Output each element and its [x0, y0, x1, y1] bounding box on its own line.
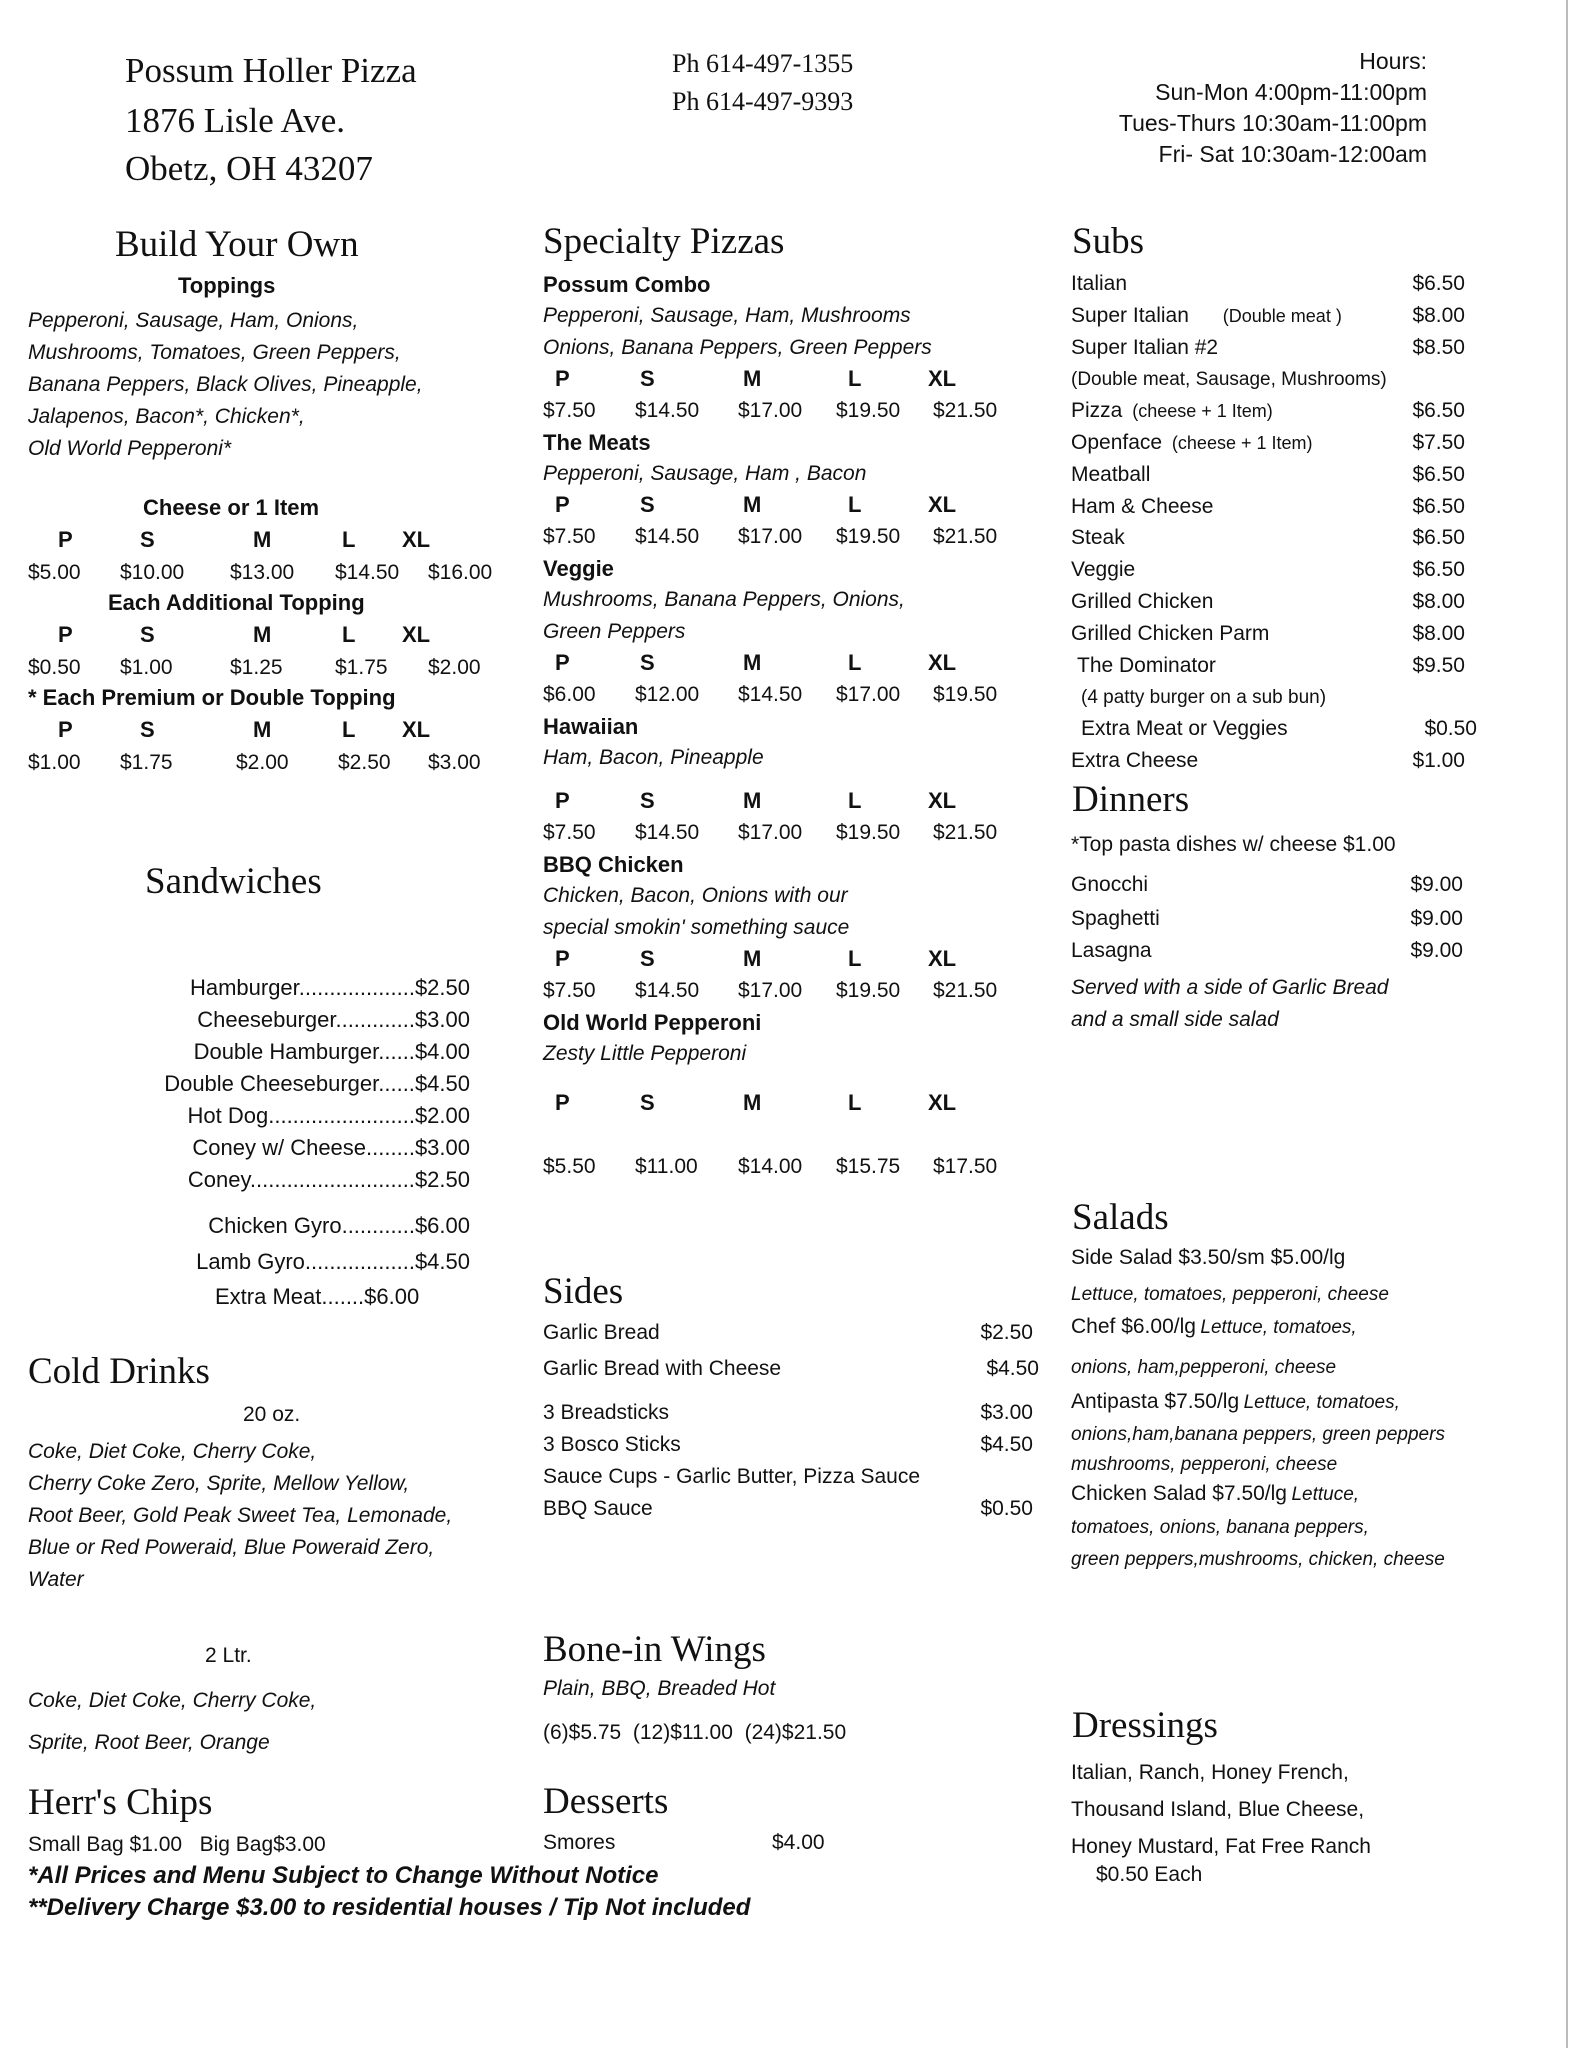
pizza-price: $14.50	[635, 821, 700, 844]
pizza-desc: Chicken, Bacon, Onions with our	[543, 884, 848, 907]
pizza-size: M	[743, 650, 762, 675]
pizza-size: L	[848, 1090, 862, 1115]
pizza-desc: Pepperoni, Sausage, Ham, Mushrooms	[543, 304, 911, 327]
pizza-price: $7.50	[543, 979, 596, 1002]
size-xl: XL	[402, 717, 431, 742]
size-p: P	[58, 717, 73, 742]
specialty-pizzas-title: Specialty Pizzas	[543, 221, 785, 262]
pizza-size-row	[543, 490, 1043, 520]
build-your-own-title: Build Your Own	[115, 224, 359, 265]
list-item: (4 patty burger on a sub bun)	[1081, 687, 1327, 709]
list-item: Ham & Cheese $6.50	[1071, 494, 1465, 518]
chips-title: Herr's Chips	[28, 1782, 213, 1823]
subs-title: Subs	[1072, 221, 1144, 262]
pizza-price: $7.50	[543, 525, 596, 548]
drinks-list-20oz: Coke, Diet Coke, Cherry Coke, Cherry Coke Zero, Sprite, Mellow Yellow, Root Beer, Gold Peak Sweet Tea, Lemonade, Blue or Red Poweraid, Blue Poweraid Zero, Water	[28, 1440, 453, 1591]
size-l: L	[342, 527, 356, 552]
price: $14.50	[335, 561, 400, 584]
chicken-salad: Chicken Salad $7.50/lg Lettuce,	[1071, 1482, 1360, 1505]
price: $2.50	[338, 751, 391, 774]
price-notice: *All Prices and Menu Subject to Change Without Notice	[28, 1862, 659, 1889]
price: $5.00	[28, 561, 81, 584]
pizza-size-row	[543, 1088, 1043, 1118]
pizza-price: $19.50	[836, 399, 901, 422]
salads-block	[1071, 1244, 1481, 1576]
wings-prices: (6)$5.75 (12)$11.00 (24)$21.50	[543, 1721, 847, 1744]
pizza-size: L	[848, 946, 862, 971]
side-salad-desc: Lettuce, tomatoes, pepperoni, cheese	[1071, 1284, 1389, 1305]
pizza-desc: Mushrooms, Banana Peppers, Onions,	[543, 588, 905, 611]
chef-salad: Chef $6.00/lg Lettuce, tomatoes,	[1071, 1315, 1357, 1338]
price: $16.00	[428, 561, 493, 584]
restaurant-name: Possum Holler Pizza	[125, 51, 417, 90]
price: $13.00	[230, 561, 295, 584]
size-s: S	[140, 717, 155, 742]
hours-block	[1007, 46, 1427, 170]
pizza-size: L	[848, 788, 862, 813]
list-item: Coney w/ Cheese........$3.00	[192, 1135, 470, 1160]
restaurant-city: Obetz, OH 43207	[125, 149, 373, 188]
pizza-size: P	[555, 650, 570, 675]
list-item: Veggie $6.50	[1071, 558, 1465, 582]
specialty-pizza	[543, 712, 1043, 850]
pizza-price: $14.00	[738, 1155, 803, 1178]
drinks-size-20oz: 20 oz.	[243, 1403, 301, 1426]
list-item: Pizza (cheese + 1 Item) $6.50	[1071, 399, 1465, 423]
pizza-price: $6.00	[543, 683, 596, 706]
pizza-name: BBQ Chicken	[543, 852, 684, 877]
pizza-size-row	[543, 364, 1043, 394]
pizza-price: $15.75	[836, 1155, 901, 1178]
size-l: L	[342, 622, 356, 647]
pizza-price: $12.00	[635, 683, 700, 706]
pizza-size: S	[640, 1090, 655, 1115]
list-item: Extra Meat.......$6.00	[215, 1284, 420, 1309]
hours-title: Hours:	[1359, 48, 1427, 74]
antipasta-desc: onions,ham,banana peppers, green peppers	[1071, 1424, 1445, 1445]
list-item: Cheeseburger.............$3.00	[197, 1007, 470, 1032]
specialty-pizza-list	[543, 270, 1043, 1184]
pizza-price: $19.50	[836, 979, 901, 1002]
size-p: P	[58, 622, 73, 647]
pizza-name: Veggie	[543, 556, 614, 581]
dinners-note: *Top pasta dishes w/ cheese $1.00	[1071, 833, 1396, 856]
price: $10.00	[120, 561, 185, 584]
list-item: Steak $6.50	[1071, 526, 1465, 550]
pizza-size: S	[640, 788, 655, 813]
list-item: Meatball $6.50	[1071, 462, 1465, 486]
premium-topping-title: * Each Premium or Double Topping	[28, 685, 396, 710]
price: $1.25	[230, 656, 283, 679]
list-item: Openface (cheese + 1 Item) $7.50	[1071, 430, 1465, 454]
pizza-size-row	[543, 944, 1043, 974]
pizza-name: The Meats	[543, 430, 651, 455]
specialty-pizza	[543, 850, 1043, 1008]
dinners-list	[1071, 872, 1463, 970]
hours-line: Sun-Mon 4:00pm-11:00pm	[1155, 79, 1427, 105]
pizza-desc: special smokin' something sauce	[543, 916, 850, 939]
size-s: S	[140, 527, 155, 552]
pizza-price: $17.00	[738, 821, 803, 844]
pizza-size: L	[848, 650, 862, 675]
pizza-size: XL	[928, 788, 957, 813]
price: $0.50	[28, 656, 81, 679]
pizza-price-row	[543, 520, 1043, 554]
toppings-list: Pepperoni, Sausage, Ham, Onions, Mushrooms, Tomatoes, Green Peppers, Banana Peppers, Black Olives, Pineapple, Jalapenos, Bacon*, Chicken*, Old World Pepperoni*	[28, 309, 423, 460]
pizza-price: $14.50	[738, 683, 803, 706]
pizza-price: $11.00	[635, 1155, 698, 1178]
pizza-price: $17.00	[738, 979, 803, 1002]
pizza-size: S	[640, 946, 655, 971]
list-item: Chicken Gyro............$6.00	[208, 1213, 470, 1238]
pizza-desc: Green Peppers	[543, 620, 686, 643]
pizza-size: XL	[928, 366, 957, 391]
size-xl: XL	[402, 527, 431, 552]
pizza-size: P	[555, 788, 570, 813]
pizza-price: $7.50	[543, 821, 596, 844]
pizza-size: S	[640, 492, 655, 517]
toppings-title: Toppings	[178, 273, 276, 298]
wings-title: Bone-in Wings	[543, 1629, 766, 1670]
pizza-size: P	[555, 946, 570, 971]
list-item: Super Italian #2 $8.50	[1071, 335, 1465, 359]
antipasta-salad: Antipasta $7.50/lg Lettuce, tomatoes,	[1071, 1390, 1400, 1413]
pizza-size: L	[848, 366, 862, 391]
pizza-price: $21.50	[933, 399, 998, 422]
list-item: Hot Dog........................$2.00	[187, 1103, 470, 1128]
pizza-size-row	[543, 786, 1043, 816]
specialty-pizza	[543, 428, 1043, 554]
list-item: Extra Cheese $1.00	[1071, 748, 1465, 772]
pizza-price: $17.50	[933, 1155, 998, 1178]
size-p: P	[58, 527, 73, 552]
dessert-item: Smores	[543, 1831, 616, 1854]
pizza-size: P	[555, 366, 570, 391]
pizza-price: $17.00	[738, 525, 803, 548]
additional-topping-title: Each Additional Topping	[108, 590, 365, 615]
list-item: Coney...........................$2.50	[187, 1167, 470, 1192]
list-item: Double Hamburger......$4.00	[193, 1039, 470, 1064]
pizza-price: $19.50	[836, 525, 901, 548]
list-item: Grilled Chicken Parm $8.00	[1071, 621, 1465, 645]
pizza-size: S	[640, 366, 655, 391]
size-s: S	[140, 622, 155, 647]
list-item: Double Cheeseburger......$4.50	[164, 1071, 470, 1096]
drinks-list-2ltr: Coke, Diet Coke, Cherry Coke, Sprite, Root Beer, Orange	[28, 1689, 317, 1754]
pizza-size: XL	[928, 946, 957, 971]
dessert-price: $4.00	[772, 1831, 825, 1854]
pizza-size: M	[743, 946, 762, 971]
specialty-pizza	[543, 270, 1043, 428]
size-m: M	[253, 717, 272, 742]
list-item: Garlic Bread $2.50	[543, 1321, 1033, 1344]
list-item: BBQ Sauce $0.50	[543, 1497, 1033, 1520]
desserts-title: Desserts	[543, 1781, 669, 1822]
list-item: Spaghetti $9.00	[1071, 907, 1463, 930]
subs-list	[1071, 268, 1477, 777]
size-xl: XL	[402, 622, 431, 647]
pizza-price-row	[543, 974, 1043, 1008]
phone-2: Ph 614-497-9393	[672, 87, 854, 116]
sides-title: Sides	[543, 1271, 624, 1312]
chicken-salad-desc: tomatoes, onions, banana peppers,	[1071, 1517, 1369, 1538]
restaurant-street: 1876 Lisle Ave.	[125, 101, 346, 140]
specialty-pizza	[543, 554, 1043, 712]
pizza-price: $21.50	[933, 979, 998, 1002]
list-item: Hamburger...................$2.50	[189, 975, 470, 1000]
pizza-price: $21.50	[933, 821, 998, 844]
pizza-name: Possum Combo	[543, 272, 711, 297]
dressings-list: Italian, Ranch, Honey French, Thousand Island, Blue Cheese, Honey Mustard, Fat Free Ranch	[1071, 1761, 1371, 1858]
dressings-title: Dressings	[1072, 1705, 1218, 1746]
pizza-name: Hawaiian	[543, 714, 639, 739]
wings-desc: Plain, BBQ, Breaded Hot	[543, 1677, 776, 1700]
list-item: Garlic Bread with Cheese $4.50	[543, 1357, 1039, 1380]
pizza-desc: Ham, Bacon, Pineapple	[543, 746, 764, 769]
price: $1.00	[28, 751, 81, 774]
sandwiches-title: Sandwiches	[145, 861, 322, 902]
price: $1.75	[120, 751, 173, 774]
list-item: Extra Meat or Veggies $0.50	[1081, 717, 1477, 741]
list-item: Italian $6.50	[1071, 272, 1465, 295]
pizza-size: M	[743, 366, 762, 391]
pizza-size: S	[640, 650, 655, 675]
pizza-desc: Onions, Banana Peppers, Green Peppers	[543, 336, 932, 359]
hours-line: Fri- Sat 10:30am-12:00am	[1158, 141, 1427, 167]
pizza-price-row	[543, 394, 1043, 428]
list-item: 3 Breadsticks $3.00	[543, 1401, 1033, 1424]
pizza-price-row	[543, 678, 1043, 712]
chips-prices: Small Bag $1.00 Big Bag$3.00	[28, 1833, 326, 1856]
pizza-price: $14.50	[635, 399, 700, 422]
dinners-title: Dinners	[1072, 779, 1190, 820]
price: $2.00	[236, 751, 289, 774]
pizza-price: $19.50	[836, 821, 901, 844]
list-item: Lasagna $9.00	[1071, 939, 1463, 962]
delivery-notice: **Delivery Charge $3.00 to residential houses / Tip Not included	[28, 1894, 751, 1921]
pizza-price: $19.50	[933, 683, 998, 706]
pizza-price: $5.50	[543, 1155, 596, 1178]
list-item: Super Italian (Double meat ) $8.00	[1071, 303, 1465, 327]
price: $2.00	[428, 656, 481, 679]
pizza-size: L	[848, 492, 862, 517]
list-item: The Dominator $9.50	[1077, 653, 1465, 677]
salads-title: Salads	[1072, 1197, 1169, 1238]
hours-line: Tues-Thurs 10:30am-11:00pm	[1118, 110, 1427, 136]
price: $3.00	[428, 751, 481, 774]
pizza-size: M	[743, 492, 762, 517]
pizza-size: XL	[928, 650, 957, 675]
price: $1.75	[335, 656, 388, 679]
pizza-size-row	[543, 648, 1043, 678]
specialty-pizza	[543, 1008, 1043, 1184]
pizza-price-row	[543, 1150, 1043, 1184]
chicken-salad-desc: green peppers,mushrooms, chicken, cheese	[1071, 1549, 1445, 1570]
list-item: 3 Bosco Sticks $4.50	[543, 1433, 1033, 1456]
pizza-size: XL	[928, 492, 957, 517]
pizza-size: M	[743, 1090, 762, 1115]
phone-1: Ph 614-497-1355	[672, 49, 854, 78]
list-item: Grilled Chicken $8.00	[1071, 589, 1465, 613]
dressings-price: $0.50 Each	[1096, 1863, 1203, 1886]
pizza-size: P	[555, 1090, 570, 1115]
pizza-price: $21.50	[933, 525, 998, 548]
pizza-price: $7.50	[543, 399, 596, 422]
chef-salad-desc: onions, ham,pepperoni, cheese	[1071, 1357, 1337, 1378]
pizza-price: $14.50	[635, 979, 700, 1002]
pizza-desc: Pepperoni, Sausage, Ham , Bacon	[543, 462, 867, 485]
size-m: M	[253, 622, 272, 647]
pizza-price: $17.00	[738, 399, 803, 422]
drinks-size-2ltr: 2 Ltr.	[205, 1644, 252, 1667]
size-m: M	[253, 527, 272, 552]
pizza-size: M	[743, 788, 762, 813]
dinners-served: Served with a side of Garlic Bread and a small side salad	[1071, 976, 1389, 1031]
cheese-group-title: Cheese or 1 Item	[143, 495, 320, 520]
pizza-price-row	[543, 816, 1043, 850]
list-item: Gnocchi $9.00	[1071, 873, 1463, 896]
side-salad: Side Salad $3.50/sm $5.00/lg	[1071, 1246, 1346, 1269]
antipasta-desc: mushrooms, pepperoni, cheese	[1071, 1454, 1338, 1475]
list-item: (Double meat, Sausage, Mushrooms)	[1071, 369, 1387, 391]
price: $1.00	[120, 656, 173, 679]
page-edge-line	[1566, 0, 1568, 2048]
pizza-size: XL	[928, 1090, 957, 1115]
pizza-price: $17.00	[836, 683, 901, 706]
list-item: Lamb Gyro..................$4.50	[196, 1249, 470, 1274]
sides-list	[543, 1320, 1039, 1528]
pizza-desc: Zesty Little Pepperoni	[543, 1042, 747, 1065]
pizza-price: $14.50	[635, 525, 700, 548]
pizza-name: Old World Pepperoni	[543, 1010, 762, 1035]
pizza-size: P	[555, 492, 570, 517]
sandwich-list	[164, 972, 470, 1278]
list-item: Sauce Cups - Garlic Butter, Pizza Sauce	[543, 1465, 921, 1488]
cold-drinks-title: Cold Drinks	[28, 1351, 210, 1392]
size-l: L	[342, 717, 356, 742]
